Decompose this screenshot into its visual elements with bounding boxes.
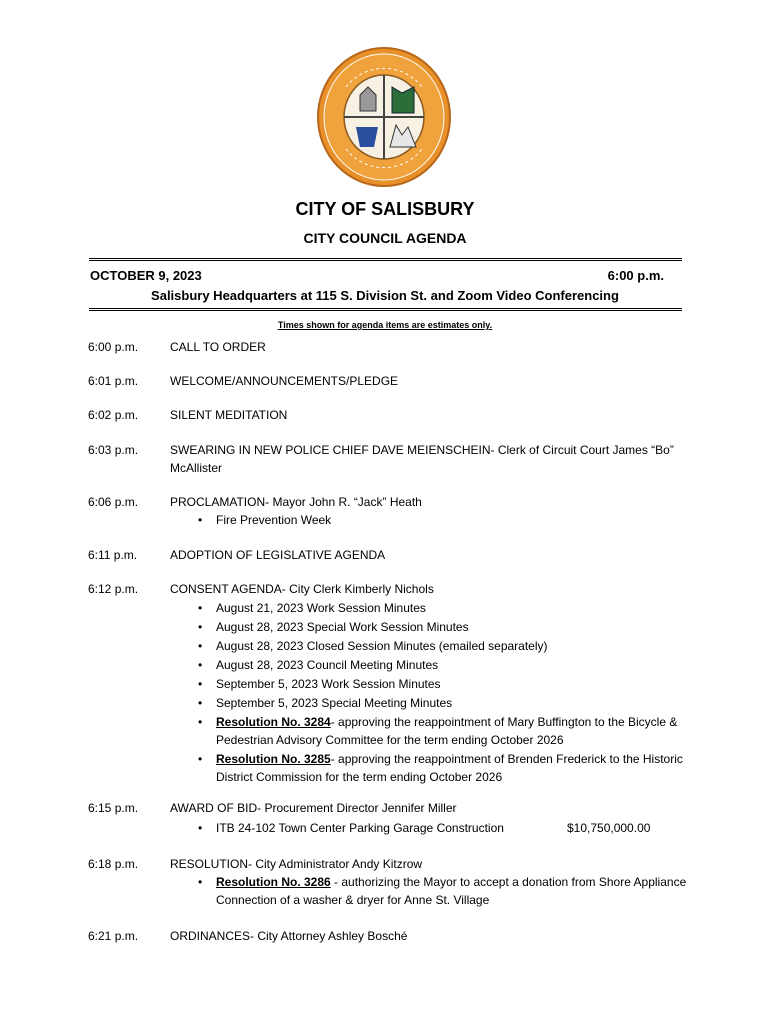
list-item [170,873,700,909]
list-item: • August 28, 2023 Council Meeting Minutes [170,656,700,674]
meeting-location: Salisbury Headquarters at 115 S. Division St. and Zoom Video Conferencing [151,288,619,303]
agenda-time: 6:18 p.m. [88,857,139,871]
list-item: • September 5, 2023 Special Meeting Minutes [170,694,700,712]
agenda-time: 6:03 p.m. [88,443,139,457]
agenda-text: SILENT MEDITATION [170,408,288,422]
estimate-note: Times shown for agenda items are estimates only. [277,320,493,330]
agenda-text: CALL TO ORDER [170,340,266,354]
agenda-text: CONSENT AGENDA- City Clerk Kimberly Nichols [170,582,434,596]
agenda-text: PROCLAMATION- Mayor John R. “Jack” Heath [170,495,422,509]
meeting-time: 6:00 p.m. [607,268,664,283]
agenda-text: RESOLUTION- City Administrator Andy Kitzrow [170,857,423,871]
bid-amount: $10,750,000.00 [567,821,651,835]
agenda-text: WELCOME/ANNOUNCEMENTS/PLEDGE [170,374,399,388]
bid-item: ITB 24-102 Town Center Parking Garage Construction [216,821,504,835]
list-item: • August 21, 2023 Work Session Minutes [170,599,700,617]
divider-top [89,258,682,261]
list-item: • August 28, 2023 Special Work Session Minutes [170,618,700,636]
resolution-link[interactable]: Resolution No. 3284 [216,715,331,729]
agenda-time: 6:00 p.m. [88,340,139,354]
resolution-text: - approving the reappointment of Mary Buffington to the Bicycle & Pedestrian Advisory Committee for the term ending October 2026 [216,715,678,747]
city-seal-logo [316,47,452,187]
resolution-text: - approving the reappointment of Brenden Frederick to the Historic District Commission for the term ending October 2026 [216,752,683,784]
agenda-time: 6:06 p.m. [88,495,139,509]
agenda-time: 6:21 p.m. [88,929,139,943]
list-item [170,819,700,837]
list-item: • August 28, 2023 Closed Session Minutes (emailed separately) [170,637,700,655]
agenda-text: SWEARING IN NEW POLICE CHIEF DAVE MEIENSCHEIN- Clerk of Circuit Court James “Bo” McAllister [170,443,674,475]
divider-bottom [89,308,682,311]
resolution-text: - authorizing the Mayor to accept a donation from Shore Appliance Connection of a washer & dryer for Anne St. Village [216,875,687,907]
agenda-time: 6:01 p.m. [88,374,139,388]
list-item: • Fire Prevention Week [170,511,700,529]
list-item [170,750,700,786]
page-title: CITY OF SALISBURY [295,199,475,219]
page-subtitle: CITY COUNCIL AGENDA [303,230,467,246]
agenda-time: 6:12 p.m. [88,582,139,596]
list-item [170,713,700,749]
agenda-text: AWARD OF BID- Procurement Director Jennifer Miller [170,801,457,815]
meeting-date: OCTOBER 9, 2023 [90,268,202,283]
list-item: • September 5, 2023 Work Session Minutes [170,675,700,693]
resolution-link[interactable]: Resolution No. 3286 [216,875,331,889]
agenda-time: 6:02 p.m. [88,408,139,422]
agenda-time: 6:15 p.m. [88,801,139,815]
resolution-link[interactable]: Resolution No. 3285 [216,752,331,766]
agenda-time: 6:11 p.m. [88,548,138,562]
agenda-text: ORDINANCES- City Attorney Ashley Bosché [170,929,408,943]
agenda-text: ADOPTION OF LEGISLATIVE AGENDA [170,548,386,562]
